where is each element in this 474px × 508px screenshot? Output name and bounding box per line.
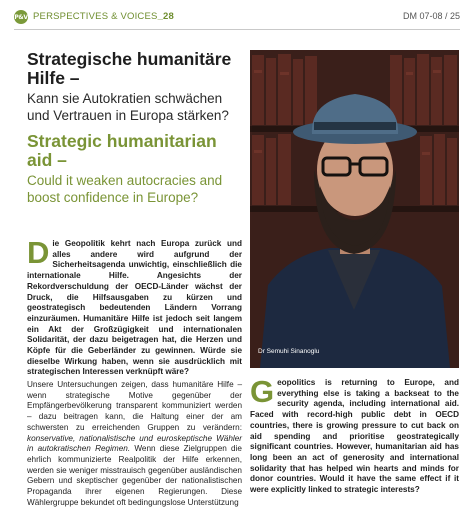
author-photo [250,50,459,368]
dropcap-english: G [250,374,275,409]
subtitle-english: Could it weaken autocracies and boost confidence in Europe? [27,173,223,205]
page-number: _28 [157,11,175,22]
dropcap-german: D [27,235,50,270]
lead-english [250,374,459,496]
portrait-illustration [250,50,459,368]
photo-caption: Dr Semuhi Sinanoglu [258,348,320,355]
lead-german [27,235,242,378]
body-german-part2: Wenn diese Zielgruppen die ehrlich kommunizierte Realpolitik der Hilfe erkennen, werden sie weniger misstrauisch gegenüber ausländischen Gebern und skeptischer gegenüber der nationalistischen Propaganda ihrer eigenen Regierungen. Diese Wählergruppe bekundet oft bedingungslose Unterstützung [27,444,242,507]
title-english: Strategic humanitarian aid – [27,131,217,170]
lead-english-text: eopolitics is returning to Europe, and everything else is taking a backseat to the security agenda, including international aid. Faced with record-high public debt in OECD countries, there is growing pressure to cut back on aid spending and prioritise geostrategically significant countries. However, humanitarian aid has long been an act of generosity and international solidarity that has helped win hearts and minds for donor countries. Would it have the same effect if it were explicitly linked to strategic interests? [250,378,459,495]
body-german-emphasis: konservative, nationalistische und euroskeptische Wähler in autokratischen Regimen. [27,433,242,454]
english-lead-box [250,374,459,503]
article-titles [27,50,242,206]
subtitle-german: Kann sie Autokratien schwächen und Vertrauen in Europa stärken? [27,91,229,123]
page-header [0,0,474,30]
body-german [27,380,242,508]
body-german-part1: Unsere Untersuchungen zeigen, dass humanitäre Hilfe – wenn strategische Motive gegenüber der Empfängerbevölkerung transparent kommuniziert werden – dazu beitragen kann, die Haltung einer der am schwersten zu erreichenden Gruppen zu verändern: [27,380,242,432]
publication-logo: P&V [14,10,28,24]
section-label [33,11,174,22]
lead-german-text: ie Geopolitik kehrt nach Europa zurück und alles andere wird aufgrund der Sicherheitsagenda unwichtig, einschließlich die internationale Hilfe. Angesichts der Rekordverschuldung der OECD-Länder wächst der Druck, die Hilfsausgaben zu kürzen und geostrategisch bedeutenden Ländern Vorrang einzuräumen. Humanitäre Hilfe ist jedoch seit langem ein Akt der Großzügigkeit und internationalen Solidarität, der dazu beigetragen hat, die Herzen und Köpfe für die Geberländer zu gewinnen. Würde sie dieselbe Wirkung haben, wenn sie ausdrücklich mit strategischen Interessen verknüpft wäre? [27,239,242,377]
header-divider [14,29,460,30]
issue-label: DM 07-08 / 25 [402,11,460,21]
section-name: PERSPECTIVES & VOICES [33,11,158,22]
title-german: Strategische humanitäre Hilfe – [27,49,232,88]
